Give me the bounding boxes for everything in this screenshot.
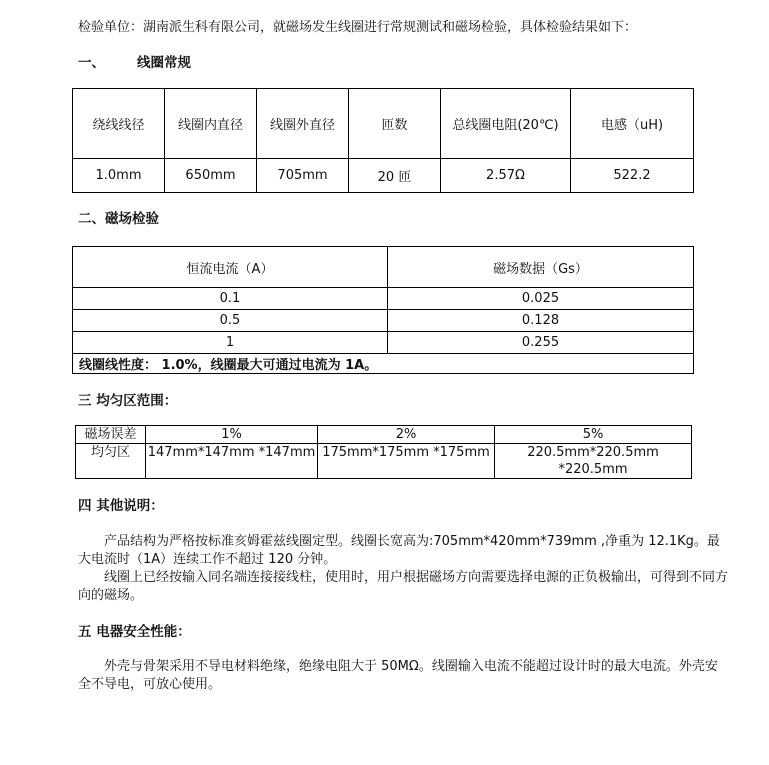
section1-number: 一、 (78, 55, 105, 71)
header-outer-diameter: 线圈外直径 (257, 89, 349, 159)
zone-5pct: 220.5mm*220.5mm *220.5mm (495, 444, 692, 479)
table-row (73, 310, 694, 332)
header-1pct: 1% (146, 426, 318, 444)
value-turns: 20 匝 (349, 159, 441, 193)
section4-paragraph-1 (78, 533, 728, 569)
zone-1pct: 147mm*147mm *147mm (146, 444, 318, 479)
intro-text: 检验单位：湖南派生科有限公司，就磁场发生线圈进行常规测试和磁场检验，具体检验结果如下： (78, 20, 638, 35)
section5-para-text: 外壳与骨架采用不导电材料绝缘，绝缘电阻大于 50MΩ。线圈输入电流不能超过设计时的最大电流。外壳安全不导电，可放心使用。 (78, 659, 718, 692)
table-row (73, 288, 694, 310)
section3-heading: 三 均匀区范围： (78, 393, 178, 409)
header-current: 恒流电流（A） (73, 247, 388, 288)
section2-heading: 二、磁场检验 (78, 211, 159, 227)
section4-para1-text: 产品结构为严格按标准亥姆霍兹线圈定型。线圈长宽高为:705mm*420mm*739mm ,净重为 12.1Kg。最大电流时（1A）连续工作不超过 120 分钟。 (78, 534, 720, 567)
section5-heading: 五 电器安全性能： (78, 624, 191, 640)
field-cell: 0.255 (388, 332, 694, 354)
current-cell: 0.5 (73, 310, 388, 332)
uniform-zone-table (75, 425, 692, 479)
field-cell: 0.128 (388, 310, 694, 332)
value-inner-diameter: 650mm (165, 159, 257, 193)
header-resistance: 总线圈电阻(20℃) (441, 89, 571, 159)
header-2pct: 2% (318, 426, 495, 444)
section4-para2-text: 线圈上已经按输入同名端连接接线柱，使用时，用户根据磁场方向需要选择电源的正负极输出，可得到不同方向的磁场。 (78, 570, 729, 603)
current-cell: 1 (73, 332, 388, 354)
value-outer-diameter: 705mm (257, 159, 349, 193)
uniform-zone-label: 均匀区 (76, 444, 146, 479)
linearity-note: 线圈线性度： 1.0%，线圈最大可通过电流为 1A。 (73, 354, 694, 374)
header-turns: 匝数 (349, 89, 441, 159)
section4-paragraph-2 (78, 569, 728, 605)
table-row (73, 332, 694, 354)
section1-title: 线圈常规 (137, 55, 191, 71)
zone-2pct: 175mm*175mm *175mm (318, 444, 495, 479)
header-inner-diameter: 线圈内直径 (165, 89, 257, 159)
header-field: 磁场数据（Gs） (388, 247, 694, 288)
value-resistance: 2.57Ω (441, 159, 571, 193)
header-5pct: 5% (495, 426, 692, 444)
value-inductance: 522.2 (571, 159, 694, 193)
magnetic-field-table (72, 246, 694, 374)
section4-heading: 四 其他说明： (78, 498, 164, 514)
header-field-error: 磁场误差 (76, 426, 146, 444)
current-cell: 0.1 (73, 288, 388, 310)
value-wire-diameter: 1.0mm (73, 159, 165, 193)
section5-paragraph (78, 658, 728, 694)
header-wire-diameter: 绕线线径 (73, 89, 165, 159)
coil-spec-table (72, 88, 694, 193)
section1-heading (78, 54, 191, 72)
field-cell: 0.025 (388, 288, 694, 310)
header-inductance: 电感（uH) (571, 89, 694, 159)
